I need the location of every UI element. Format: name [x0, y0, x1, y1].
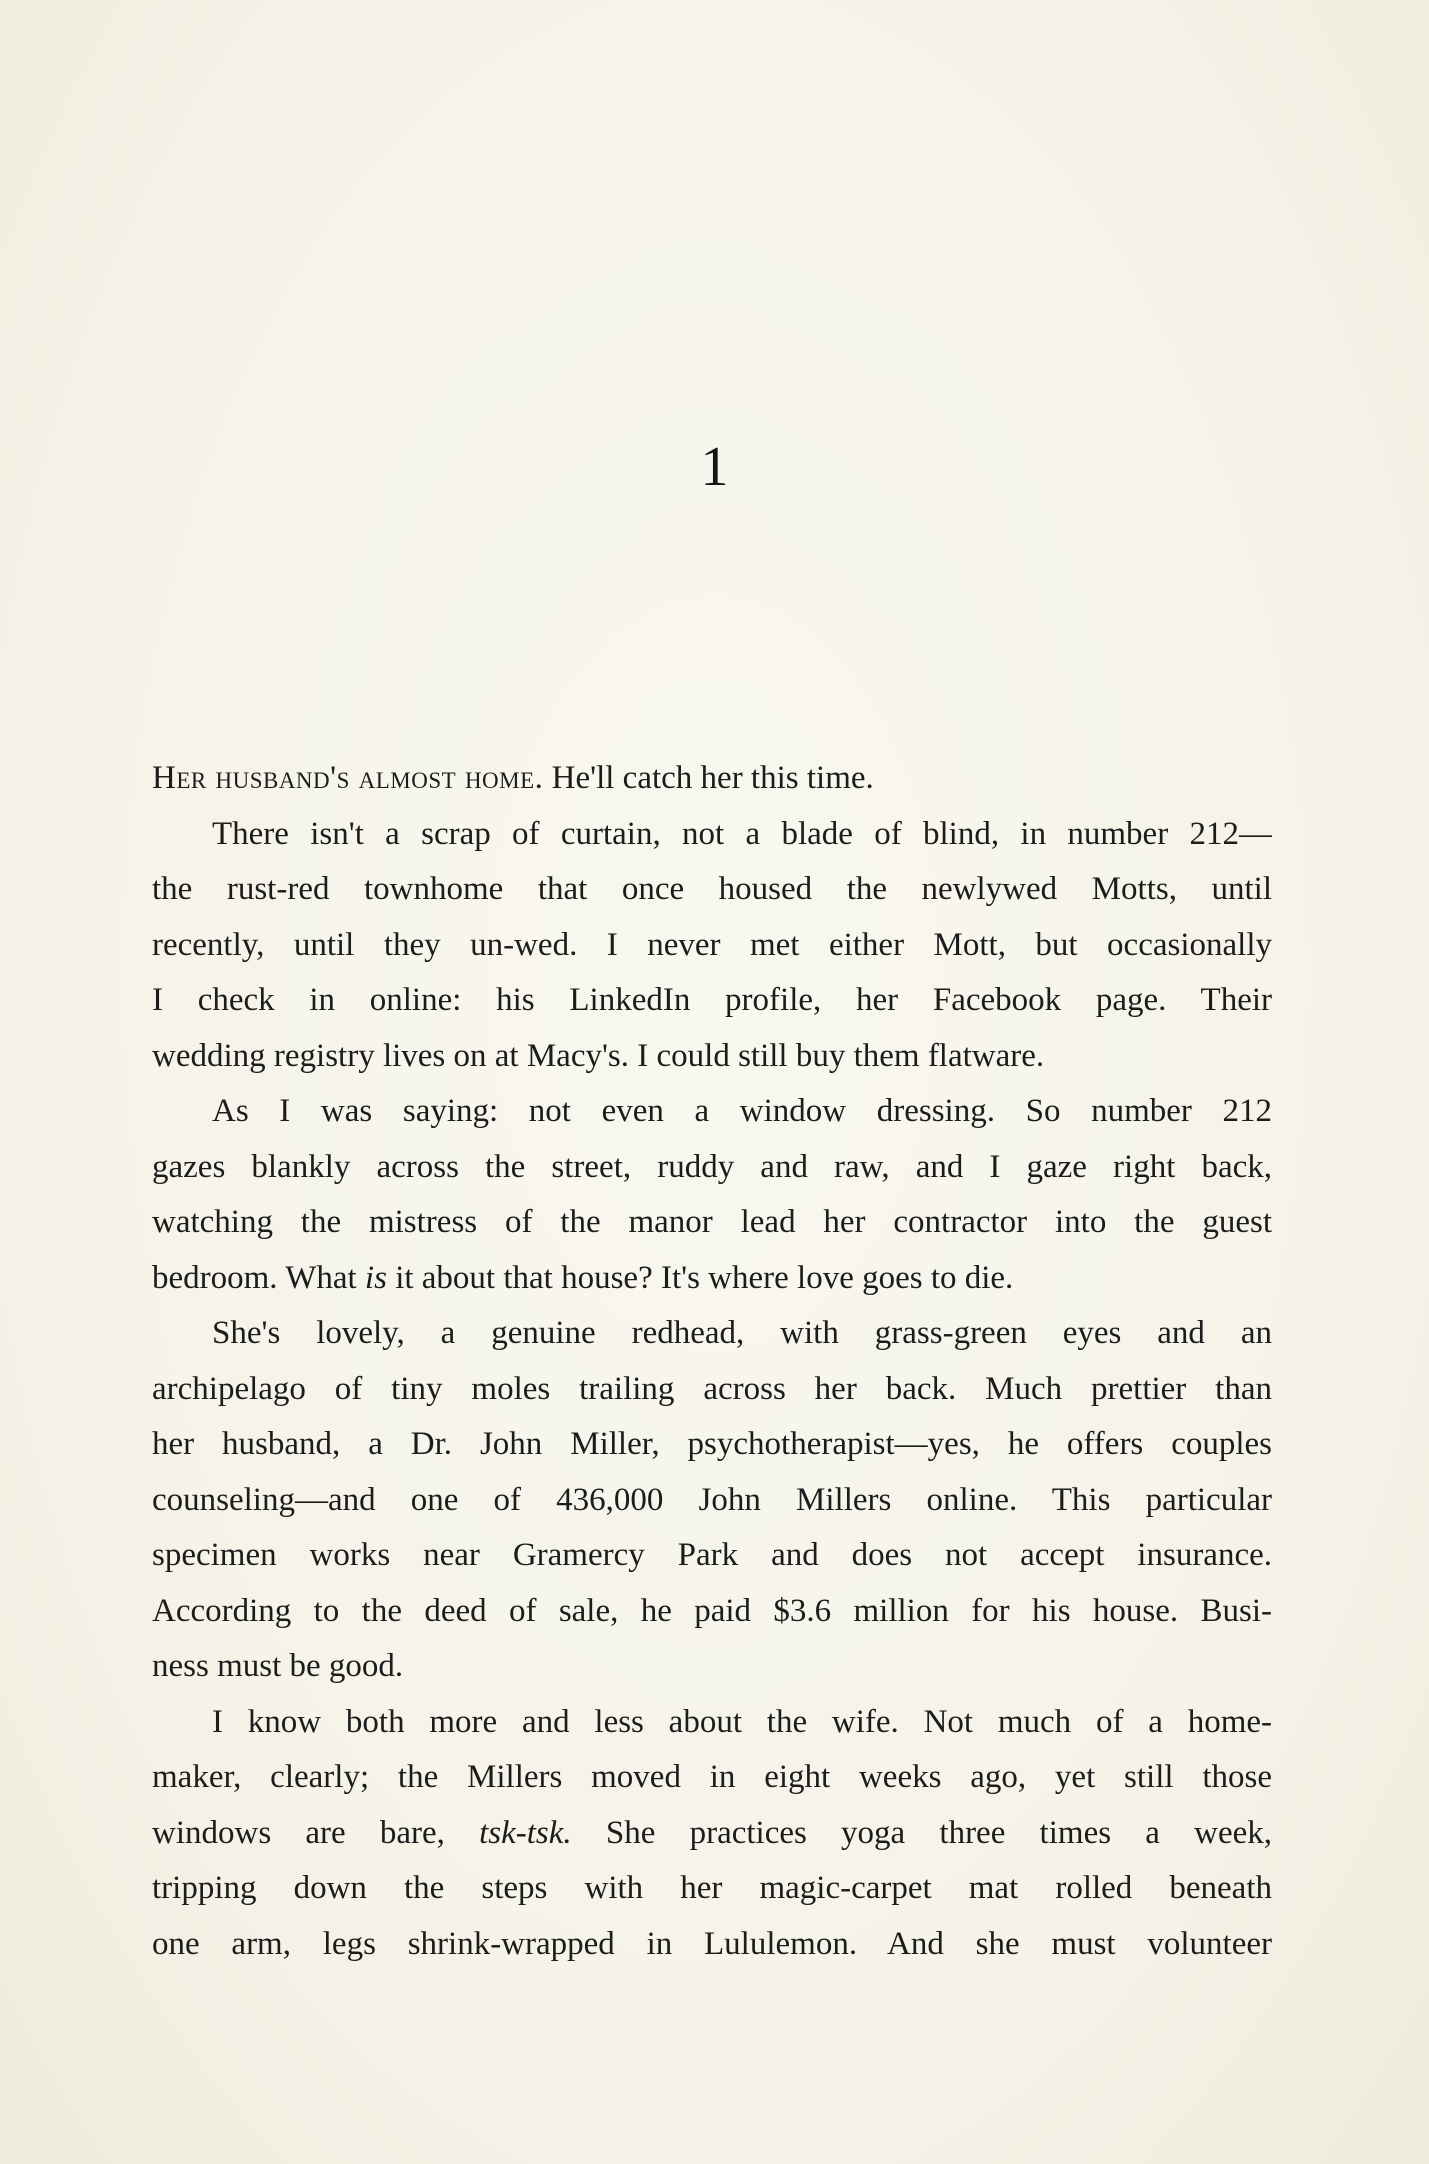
text-line: gazes blankly across the street, ruddy and raw, and I gaze right back,	[152, 1148, 1272, 1185]
text-line: maker, clearly; the Millers moved in eight weeks ago, yet still those	[152, 1759, 1272, 1795]
text-line: I check in online: his LinkedIn profile, her Facebook page. Their	[152, 982, 1272, 1018]
text-line: her husband, a Dr. John Miller, psychotherapist—yes, he offers couples	[152, 1426, 1272, 1462]
text-line: counseling—and one of 436,000 John Millers online. This particular	[152, 1481, 1272, 1518]
text-line: one arm, legs shrink-wrapped in Lululemon. And she must volunteer	[152, 1925, 1272, 1962]
text-line	[152, 1251, 1272, 1307]
chapter-number: 1	[700, 436, 729, 498]
paragraph-1	[152, 751, 1272, 807]
text-line: watching the mistress of the manor lead her contractor into the guest	[152, 1204, 1272, 1240]
text-line: recently, until they un-wed. I never met either Mott, but occasionally	[152, 926, 1272, 963]
body-text	[152, 751, 1272, 1972]
text-line: There isn't a scrap of curtain, not a blade of blind, in number 212—	[212, 815, 1272, 852]
text-line: According to the deed of sale, he paid $3.6 million for his house. Busi-	[152, 1592, 1272, 1629]
text-line: archipelago of tiny moles trailing across her back. Much prettier than	[152, 1370, 1272, 1407]
italic-word: is	[364, 1259, 387, 1296]
opening-small-caps: Her husband's almost home.	[152, 760, 544, 796]
text-fragment: bedroom. What	[152, 1259, 365, 1296]
italic-word: tsk-tsk.	[479, 1814, 572, 1851]
opening-rest: He'll catch her this time.	[543, 760, 874, 796]
text-line	[152, 1806, 1272, 1862]
text-fragment: windows are bare,	[152, 1814, 480, 1851]
text-fragment: She practices yoga three times a week,	[571, 1814, 1272, 1851]
text-line: wedding registry lives on at Macy's. I could still buy them flatware.	[152, 1037, 1045, 1074]
text-line: ness must be good.	[152, 1648, 404, 1684]
text-line: As I was saying: not even a window dressing. So number 212	[212, 1093, 1272, 1129]
text-line: specimen works near Gramercy Park and does not accept insurance.	[152, 1537, 1272, 1573]
text-line: tripping down the steps with her magic-carpet mat rolled beneath	[152, 1870, 1272, 1906]
text-line: She's lovely, a genuine redhead, with grass-green eyes and an	[212, 1315, 1272, 1351]
text-line: I know both more and less about the wife. Not much of a home-	[212, 1703, 1272, 1740]
text-line: the rust-red townhome that once housed the newlywed Motts, until	[152, 871, 1272, 907]
text-fragment: it about that house? It's where love goes to die.	[386, 1259, 1014, 1296]
